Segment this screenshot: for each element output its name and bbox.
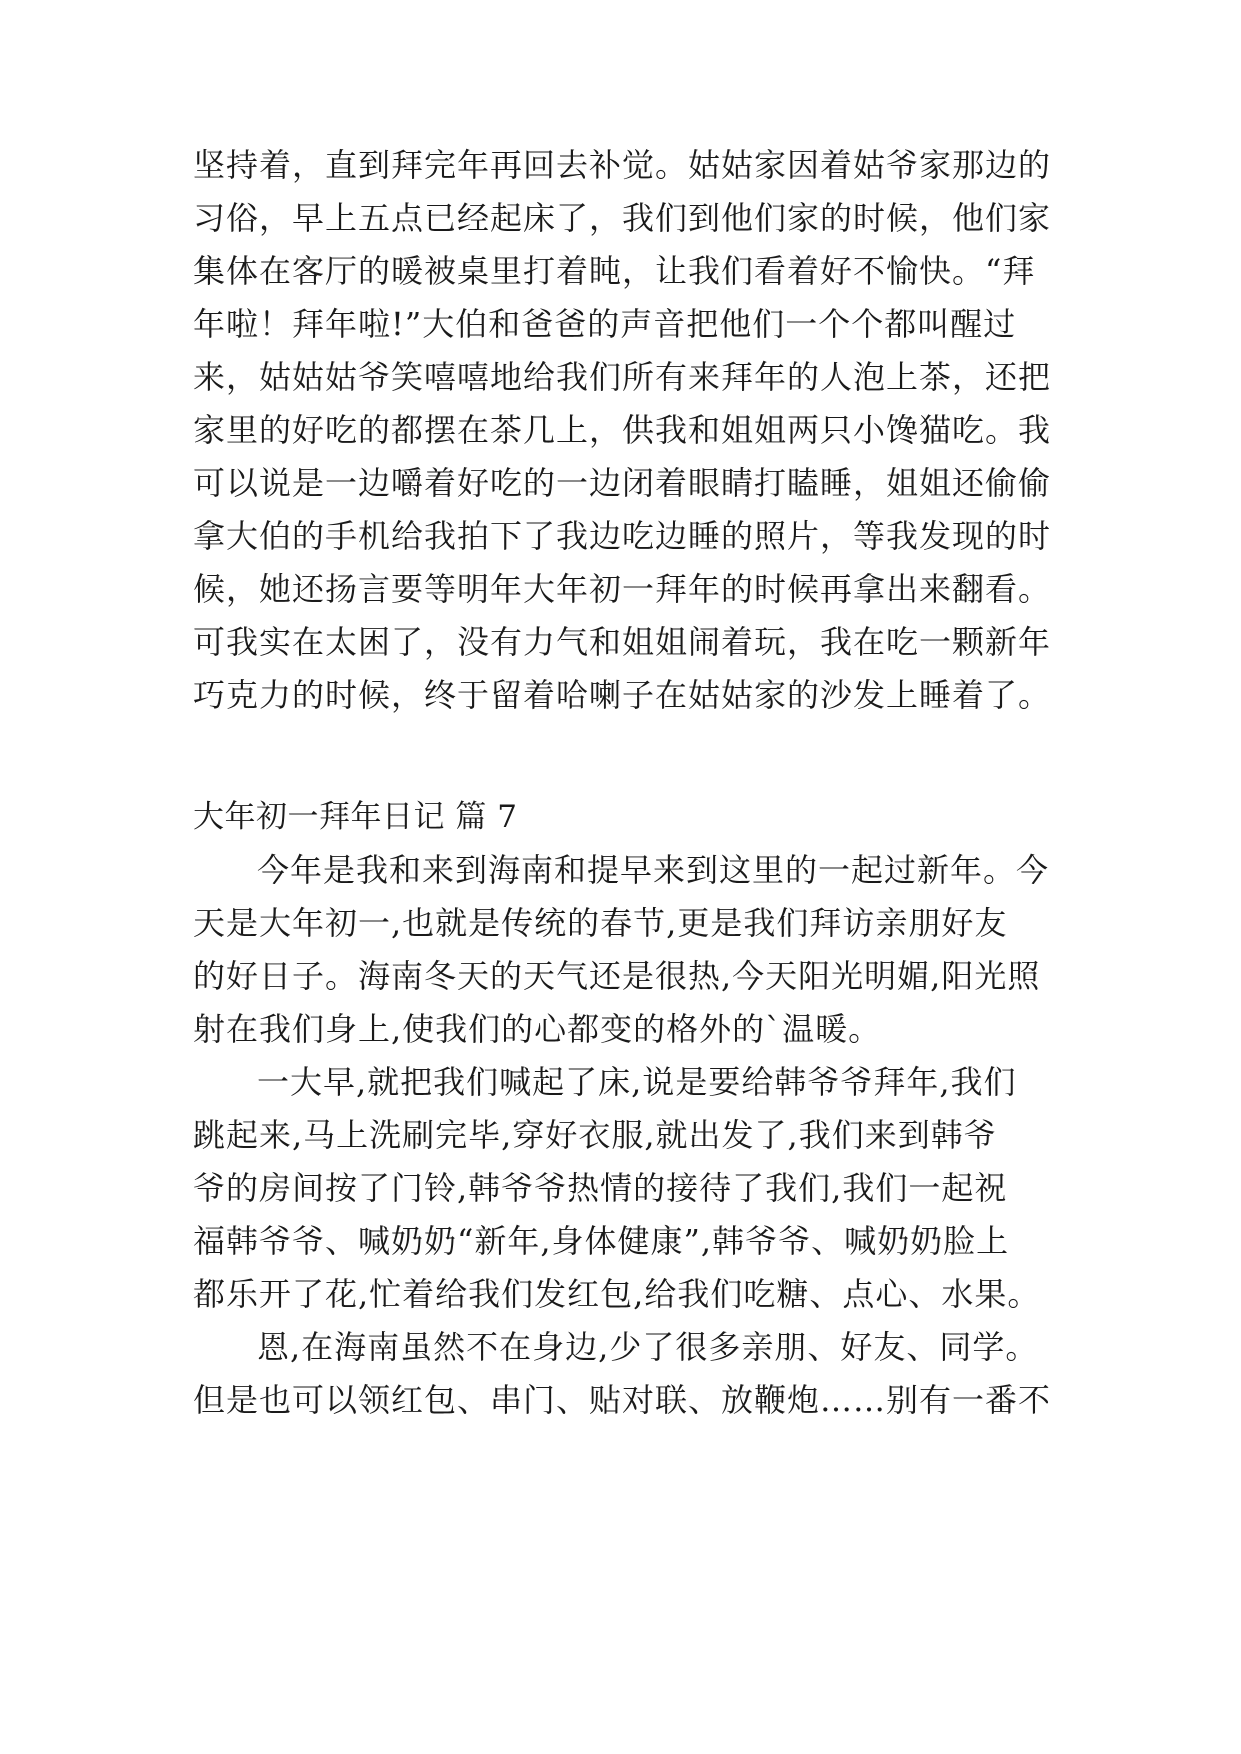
body-line: 拿大伯的手机给我拍下了我边吃边睡的照片，等我发现的时 (193, 517, 1052, 555)
body-line: 的好日子。海南冬天的天气还是很热,今天阳光明媚,阳光照 (193, 957, 1041, 995)
body-line: 可以说是一边嚼着好吃的一边闭着眼睛打瞌睡，姐姐还偷偷 (193, 464, 1052, 502)
body-line: 但是也可以领红包、串门、贴对联、放鞭炮……别有一番不 (193, 1381, 1052, 1419)
body-line: 集体在客厅的暖被桌里打着盹，让我们看着好不愉快。“拜 (193, 252, 1036, 290)
body-line: 都乐开了花,忙着给我们发红包,给我们吃糖、点心、水果。 (193, 1275, 1041, 1313)
body-line: 跳起来,马上洗刷完毕,穿好衣服,就出发了,我们来到韩爷 (193, 1116, 997, 1154)
body-line: 爷的房间按了门铃,韩爷爷热情的接待了我们,我们一起祝 (193, 1169, 1008, 1207)
body-line: 今年是我和来到海南和提早来到这里的一起过新年。今 (257, 851, 1050, 889)
body-line: 巧克力的时候，终于留着哈喇子在姑姑家的沙发上睡着了。 (193, 676, 1052, 714)
section-heading: 大年初一拜年日记 篇 7 (193, 799, 518, 835)
body-line: 坚持着，直到拜完年再回去补觉。姑姑家因着姑爷家那边的 (193, 146, 1052, 184)
body-line: 来，姑姑姑爷笑嘻嘻地给我们所有来拜年的人泡上茶，还把 (193, 358, 1052, 396)
body-line: 射在我们身上,使我们的心都变的格外的`温暖。 (193, 1010, 882, 1048)
body-line: 恩,在海南虽然不在身边,少了很多亲朋、好友、同学。 (257, 1328, 1039, 1366)
body-line: 年啦！拜年啦!”大伯和爸爸的声音把他们一个个都叫醒过 (193, 305, 1017, 343)
body-line: 可我实在太困了，没有力气和姐姐闹着玩，我在吃一颗新年 (193, 623, 1052, 661)
body-line: 家里的好吃的都摆在茶几上，供我和姐姐两只小馋猫吃。我 (193, 411, 1052, 449)
body-line: 习俗，早上五点已经起床了，我们到他们家的时候，他们家 (193, 199, 1052, 237)
body-line: 一大早,就把我们喊起了床,说是要给韩爷爷拜年,我们 (257, 1063, 1017, 1101)
body-line: 天是大年初一,也就是传统的春节,更是我们拜访亲朋好友 (193, 904, 1008, 942)
body-line: 候，她还扬言要等明年大年初一拜年的时候再拿出来翻看。 (193, 570, 1052, 608)
body-line: 福韩爷爷、喊奶奶“新年,身体健康”,韩爷爷、喊奶奶脸上 (193, 1222, 1010, 1260)
